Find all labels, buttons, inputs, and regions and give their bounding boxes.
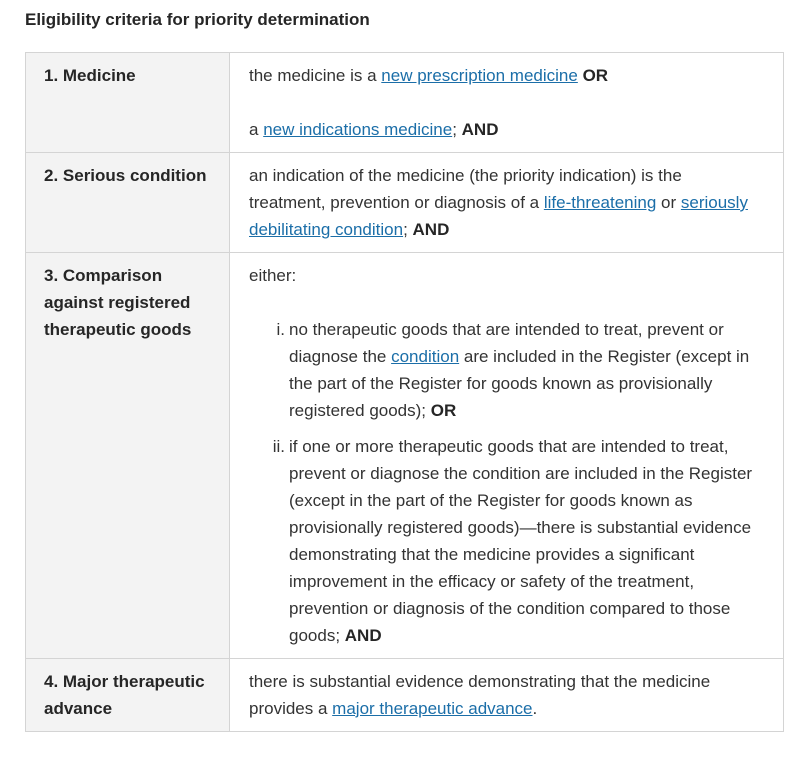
table-caption: Eligibility criteria for priority determination (25, 10, 370, 29)
table-row-comparison (26, 253, 784, 659)
row-content (230, 659, 784, 732)
conjunction-or: OR (430, 401, 457, 420)
text-segment: a (249, 120, 264, 139)
condition-link[interactable]: condition (391, 347, 460, 366)
criterion-text (249, 668, 757, 722)
text-segment: are included in the Register (except in the part of the Register for goods known as provisionally registered goods); (289, 347, 750, 420)
list-item (272, 433, 757, 649)
seriously-debilitating-condition-link[interactable]: seriously debilitating condition (249, 193, 748, 239)
row-label: 1. Medicine (26, 53, 230, 153)
text-segment: an indication of the medicine (the priority indication) is the treatment, prevention or diagnosis of a (249, 166, 682, 212)
table-row-major-advance (26, 659, 784, 732)
list-number: ii. (272, 437, 285, 456)
criterion-text (249, 162, 757, 243)
table-row-serious-condition (26, 153, 784, 253)
row-label: 3. Comparison against registered therapeutic goods (26, 253, 230, 659)
new-indications-medicine-link[interactable]: new indications medicine (263, 120, 453, 139)
conjunction-and: AND (412, 220, 450, 239)
text-segment: ; (403, 220, 413, 239)
criterion-intro: either: (249, 266, 297, 285)
conjunction-or: OR (577, 66, 609, 85)
criteria-list (249, 316, 757, 649)
row-content (230, 53, 784, 153)
criterion-text (249, 116, 757, 143)
criterion-text (249, 62, 757, 89)
new-prescription-medicine-link[interactable]: new prescription medicine (381, 66, 578, 85)
row-label: 2. Serious condition (26, 153, 230, 253)
life-threatening-link[interactable]: life-threatening (543, 193, 657, 212)
major-therapeutic-advance-link[interactable]: major therapeutic advance (332, 699, 533, 718)
text-segment: or (656, 193, 681, 212)
table-row-medicine (26, 53, 784, 153)
criteria-table (25, 52, 784, 732)
list-number: i. (276, 320, 285, 339)
row-content (230, 253, 784, 659)
conjunction-and: AND (461, 120, 499, 139)
conjunction-and: AND (344, 626, 382, 645)
text-segment: . (532, 699, 538, 718)
text-segment: no therapeutic goods that are intended to treat, prevent or diagnose the (289, 320, 724, 366)
text-segment: there is substantial evidence demonstrating that the medicine provides a (249, 672, 711, 718)
text-segment: the medicine is a (249, 66, 382, 85)
text-segment: if one or more therapeutic goods that are intended to treat, prevent or diagnose the condition are included in the Register (except in the part of the Register for goods known as provisionally registered goods)—there is substantial evidence demonstrating that the medicine provides a significant improvement in the efficacy or safety of the treatment, prevention or diagnosis of the condition compared to those goods; (289, 437, 753, 645)
row-content (230, 153, 784, 253)
row-label: 4. Major therapeutic advance (26, 659, 230, 732)
list-item (276, 316, 757, 424)
text-segment: ; (452, 120, 462, 139)
